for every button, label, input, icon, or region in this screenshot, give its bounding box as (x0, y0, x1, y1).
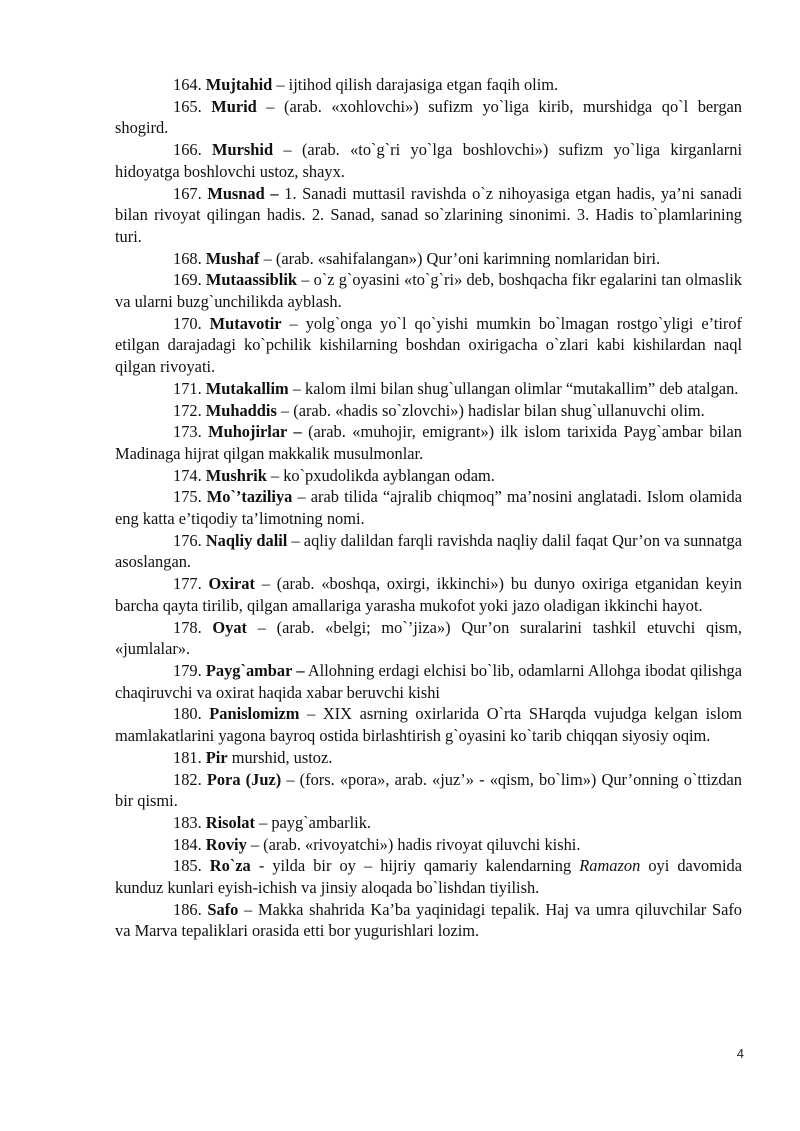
entry-number: 171. (173, 378, 206, 398)
glossary-page (115, 74, 742, 942)
entry-number: 165. (173, 96, 212, 116)
entry-term: Mutaassiblik (205, 270, 297, 290)
entry-definition-continued: oyi davomida kunduz kunlari eyish-ichish va jinsiy aloqada bo`lishdan tiyilish. (115, 856, 743, 898)
entry-number: 170. (173, 313, 210, 333)
entry-term: Mushaf (205, 248, 260, 268)
entry-definition: – Makka shahrida Ka’ba yaqinidagi tepalik. Haj va umra qiluvchilar Safo va Marva tepaliklari orasida etti bor yugurishlari lozim. (115, 899, 743, 941)
entry-term: Payg`ambar – (205, 660, 305, 680)
entry-number: 167. (173, 183, 208, 203)
entry-term: Mushrik (205, 465, 267, 485)
entry-definition: – (arab. «hadis so`zlovchi») hadislar bilan shug`ullanuvchi olim. (276, 400, 705, 420)
entry-number: 185. (173, 856, 210, 876)
glossary-entry (115, 313, 742, 378)
entry-term: Musnad – (207, 183, 279, 203)
entry-term: Muhaddis (205, 400, 277, 420)
glossary-entry (115, 96, 742, 139)
entry-term: Murid (211, 96, 257, 116)
entry-number: 179. (173, 660, 206, 680)
entry-definition: - yilda bir oy – hijriy qamariy kalendarning (250, 856, 580, 876)
entry-term: Mo`’taziliya (206, 487, 293, 507)
entry-number: 182. (173, 769, 207, 789)
glossary-entry (115, 378, 742, 400)
entry-term: Mutavotir (209, 313, 282, 333)
entry-definition: – (fors. «pora», arab. «juz’» - «qism, bo`lim») Qur’onning o`ttizdan bir qismi. (115, 769, 743, 811)
entry-definition: – payg`ambarlik. (254, 812, 372, 832)
entry-number: 173. (173, 422, 209, 442)
entry-number: 183. (173, 812, 206, 832)
glossary-entry (115, 769, 742, 812)
entry-definition: – ko`pxudolikda ayblangan odam. (266, 465, 495, 485)
entry-definition: – aqliy dalildan farqli ravishda naqliy dalil faqat Qur’on va sunnatga asoslangan. (115, 530, 742, 572)
entry-definition: – (arab. «belgi; mo`’jiza») Qur’on suralarini tashkil etuvchi qism, «jumlalar». (115, 617, 743, 659)
glossary-entry (115, 183, 742, 248)
entry-definition: – o`z g`oyasini «to`g`ri» deb, boshqacha fikr egalarini tan olmaslik va ularni buzg`unchilikda ayblash. (115, 270, 742, 312)
entry-number: 164. (173, 75, 206, 94)
glossary-entry (115, 855, 742, 898)
entry-number: 177. (173, 574, 209, 594)
entry-definition: – kalom ilmi bilan shug`ullangan olimlar “mutakallim” deb atalgan. (288, 378, 739, 398)
entry-definition: – XIX asrning oxirlarida O`rta SHarqda vujudga kelgan islom mamlakatlarini yagona bayroq ostida birlashtirish g`oyasini ko`tarib chiqqan siyosiy oqim. (115, 704, 743, 746)
entry-number: 178. (173, 617, 213, 637)
glossary-entry (115, 617, 742, 660)
entry-definition: – (arab. «to`g`ri yo`lga boshlovchi») sufizm yo`liga kirganlarni hidoyatga boshlovchi ustoz, shayx. (115, 140, 743, 181)
entry-number: 172. (173, 400, 206, 420)
entry-definition: – yolg`onga yo`l qo`yishi mumkin bo`lmagan rostgo`yligi e’tirof etilgan darajadagi ko`pchilik kishilarning boshdan oxirigacha o`zlari kabi kishilardan naql qilgan rivoyati. (115, 313, 742, 377)
entry-definition: 1. Sanadi muttasil ravishda o`z nihoyasiga etgan hadis, ya’ni sanadi bilan rivoyat qilingan hadis. 2. Sanad, sanad so`zlarining sinonimi. 3. Hadis to`plamlarining turi. (115, 183, 743, 246)
glossary-entry (115, 465, 742, 487)
entry-definition: – ijtihod qilish darajasiga etgan faqih olim. (272, 75, 559, 94)
entry-definition: – (arab. «rivoyatchi») hadis rivoyat qiluvchi kishi. (246, 834, 581, 854)
entry-number: 169. (173, 270, 206, 290)
entry-definition: (arab. «muhojir, emigrant») ilk islom tarixida Payg`ambar bilan Madinaga hijrat qilgan makkalik musulmonlar. (115, 422, 742, 463)
entry-term: Naqliy dalil (205, 530, 288, 550)
entry-term: Risolat (205, 812, 255, 832)
entry-term: Pir (205, 747, 228, 767)
glossary-entry (115, 400, 742, 422)
entry-definition: – arab tilida “ajralib chiqmoq” ma’nosini anglatadi. Islom olamida eng katta e’tiqodiy ta’limotning nomi. (115, 487, 742, 529)
entry-number: 166. (173, 140, 213, 160)
entry-term: Oxirat (208, 574, 255, 594)
glossary-entry (115, 74, 742, 96)
glossary-entry (115, 486, 742, 529)
entry-definition: – (arab. «xohlovchi») sufizm yo`liga kirib, murshidga qo`l bergan shogird. (115, 96, 742, 138)
glossary-entry (115, 139, 742, 182)
entry-term: Oyat (212, 617, 248, 637)
entry-number: 176. (173, 530, 206, 550)
entry-term: Roviy (205, 834, 247, 854)
glossary-entry (115, 248, 742, 270)
entry-number: 168. (173, 248, 206, 268)
glossary-entry (115, 421, 742, 464)
entry-number: 184. (173, 834, 206, 854)
entry-term: Murshid (212, 140, 274, 160)
entry-term: Mujtahid (205, 75, 273, 94)
page-number: 4 (736, 1046, 744, 1061)
entry-term: Mutakallim (205, 378, 289, 398)
glossary-entry (115, 573, 742, 616)
entry-number: 180. (173, 704, 210, 724)
glossary-entry (115, 812, 742, 834)
glossary-entry (115, 530, 742, 573)
entry-italic-word: Ramazon (579, 856, 641, 876)
entry-definition: murshid, ustoz. (227, 747, 333, 767)
glossary-entry (115, 834, 742, 856)
entry-term: Safo (207, 899, 239, 919)
entry-term: Muhojirlar – (208, 422, 302, 442)
entry-number: 186. (173, 899, 208, 919)
entry-definition: Allohning erdagi elchisi bo`lib, odamlarni Allohga ibodat qilishga chaqiruvchi va oxirat haqida xabar beruvchi kishi (115, 660, 743, 702)
entry-term: Pora (Juz) (206, 769, 282, 789)
glossary-entry (115, 269, 742, 312)
entry-number: 175. (173, 487, 207, 507)
entry-definition: – (arab. «boshqa, oxirgi, ikkinchi») bu dunyo oxiriga etganidan keyin barcha qayta tirilib, qilgan amallariga yarasha mukofot yoki jazo oladigan ikkinchi hayot. (115, 574, 743, 615)
entry-definition: – (arab. «sahifalangan») Qur’oni karimning nomlaridan biri. (259, 248, 661, 268)
entry-term: Panislomizm (209, 704, 300, 724)
entry-number: 174. (173, 465, 206, 485)
glossary-entry (115, 747, 742, 769)
glossary-entry (115, 660, 742, 703)
entry-number: 181. (173, 747, 206, 767)
glossary-entry (115, 703, 742, 746)
entry-term: Ro`za (209, 856, 251, 876)
glossary-entry (115, 899, 742, 942)
